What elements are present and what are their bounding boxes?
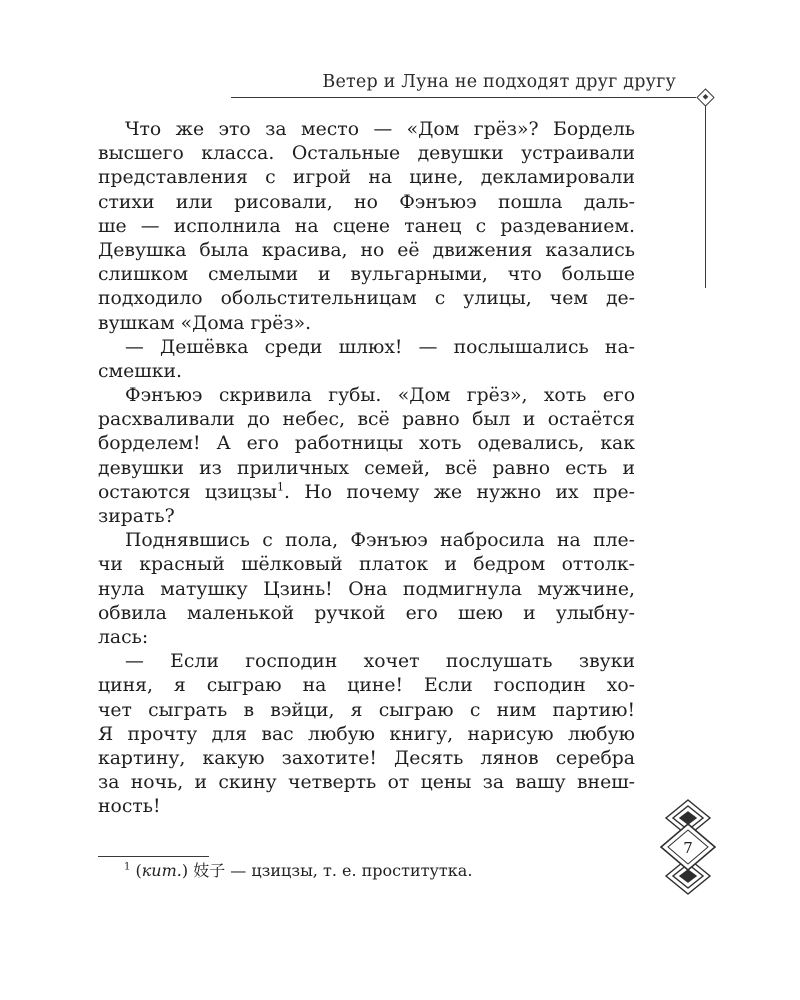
- text-line: — Дешёвка среди шлюх! — послышались на-: [125, 336, 635, 358]
- footnote-open-paren: (: [135, 861, 142, 880]
- text-line: Поднявшись с пола, Фэнъюэ набросила на пле-: [125, 530, 635, 552]
- text-line: смешки.: [98, 360, 182, 382]
- text-line: Девушка была красива, но её движения казались: [98, 239, 635, 261]
- text-line: зирать?: [98, 506, 175, 527]
- header-diamond-ornament: [696, 88, 714, 106]
- text-line: высшего класса. Остальные девушки устраивали: [98, 143, 635, 165]
- line-text: остаются цзицзы: [98, 481, 277, 503]
- body-text: [98, 118, 635, 819]
- text-line: ше — исполнила на сцене танец с раздеванием.: [98, 215, 635, 237]
- text-line: циня, я сыграю на цине! Если господин хо-: [98, 675, 635, 697]
- header-rule: [231, 97, 696, 98]
- text-line: ность!: [98, 796, 161, 818]
- text-line: Я прочту для вас любую книгу, нарисую любую: [98, 723, 635, 745]
- text-line: расхваливали до небес, всё равно был и остаётся: [98, 409, 635, 431]
- text-line: подходило обольстительницам с улицы, чем де-: [98, 288, 635, 310]
- line-text: . Но почему же нужно их пре-: [284, 481, 635, 503]
- side-rule: [705, 106, 706, 288]
- text-line: борделем! А его работницы хоть одевались, как: [98, 433, 635, 455]
- text-line: обвила маленькой ручкой его шею и улыбну-: [98, 602, 635, 624]
- footnote-abbr: кит.: [141, 861, 182, 880]
- text-line: девушки из приличных семей, всё равно есть и: [98, 457, 635, 479]
- page-number-ornament: [640, 792, 760, 902]
- text-line: представления с игрой на цине, декламировали: [98, 167, 635, 189]
- text-line: [98, 481, 635, 505]
- text-line: за ночь, и скину четверть от цены за вашу внеш-: [98, 772, 635, 794]
- footnote: [124, 860, 472, 882]
- text-line: картину, какую захотите! Десять лянов серебра: [98, 747, 635, 769]
- footnote-number: 1: [124, 861, 131, 873]
- text-line: Что же это за место — «Дом грёз»? Бордель: [125, 119, 635, 140]
- running-head: Ветер и Луна не подходят друг другу: [322, 72, 676, 92]
- text-line: вушкам «Дома грёз».: [98, 312, 312, 334]
- text-line: чет сыграть в вэйци, я сыграю с ним партию!: [98, 699, 635, 721]
- text-line: стихи или рисовали, но Фэнъюэ пошла даль-: [98, 191, 635, 213]
- page-number: 7: [683, 839, 693, 857]
- text-line: нула матушку Цзинь! Она подмигнула мужчине,: [98, 578, 635, 600]
- text-line: чи красный шёлковый платок и бедром оттолк-: [98, 554, 635, 576]
- footnote-marker: 1: [277, 480, 284, 494]
- text-line: лась:: [98, 626, 149, 648]
- footnote-rule: [98, 856, 209, 857]
- footnote-close-paren: ): [181, 861, 189, 880]
- footnote-hanzi: 妓子: [193, 861, 226, 880]
- text-line: слишком смелыми и вульгарными, что больше: [98, 264, 635, 286]
- footnote-text: — цзицзы, т. е. проститутка.: [225, 861, 473, 880]
- text-line: — Если господин хочет послушать звуки: [125, 651, 635, 673]
- text-line: Фэнъюэ скривила губы. «Дом грёз», хоть его: [125, 385, 635, 407]
